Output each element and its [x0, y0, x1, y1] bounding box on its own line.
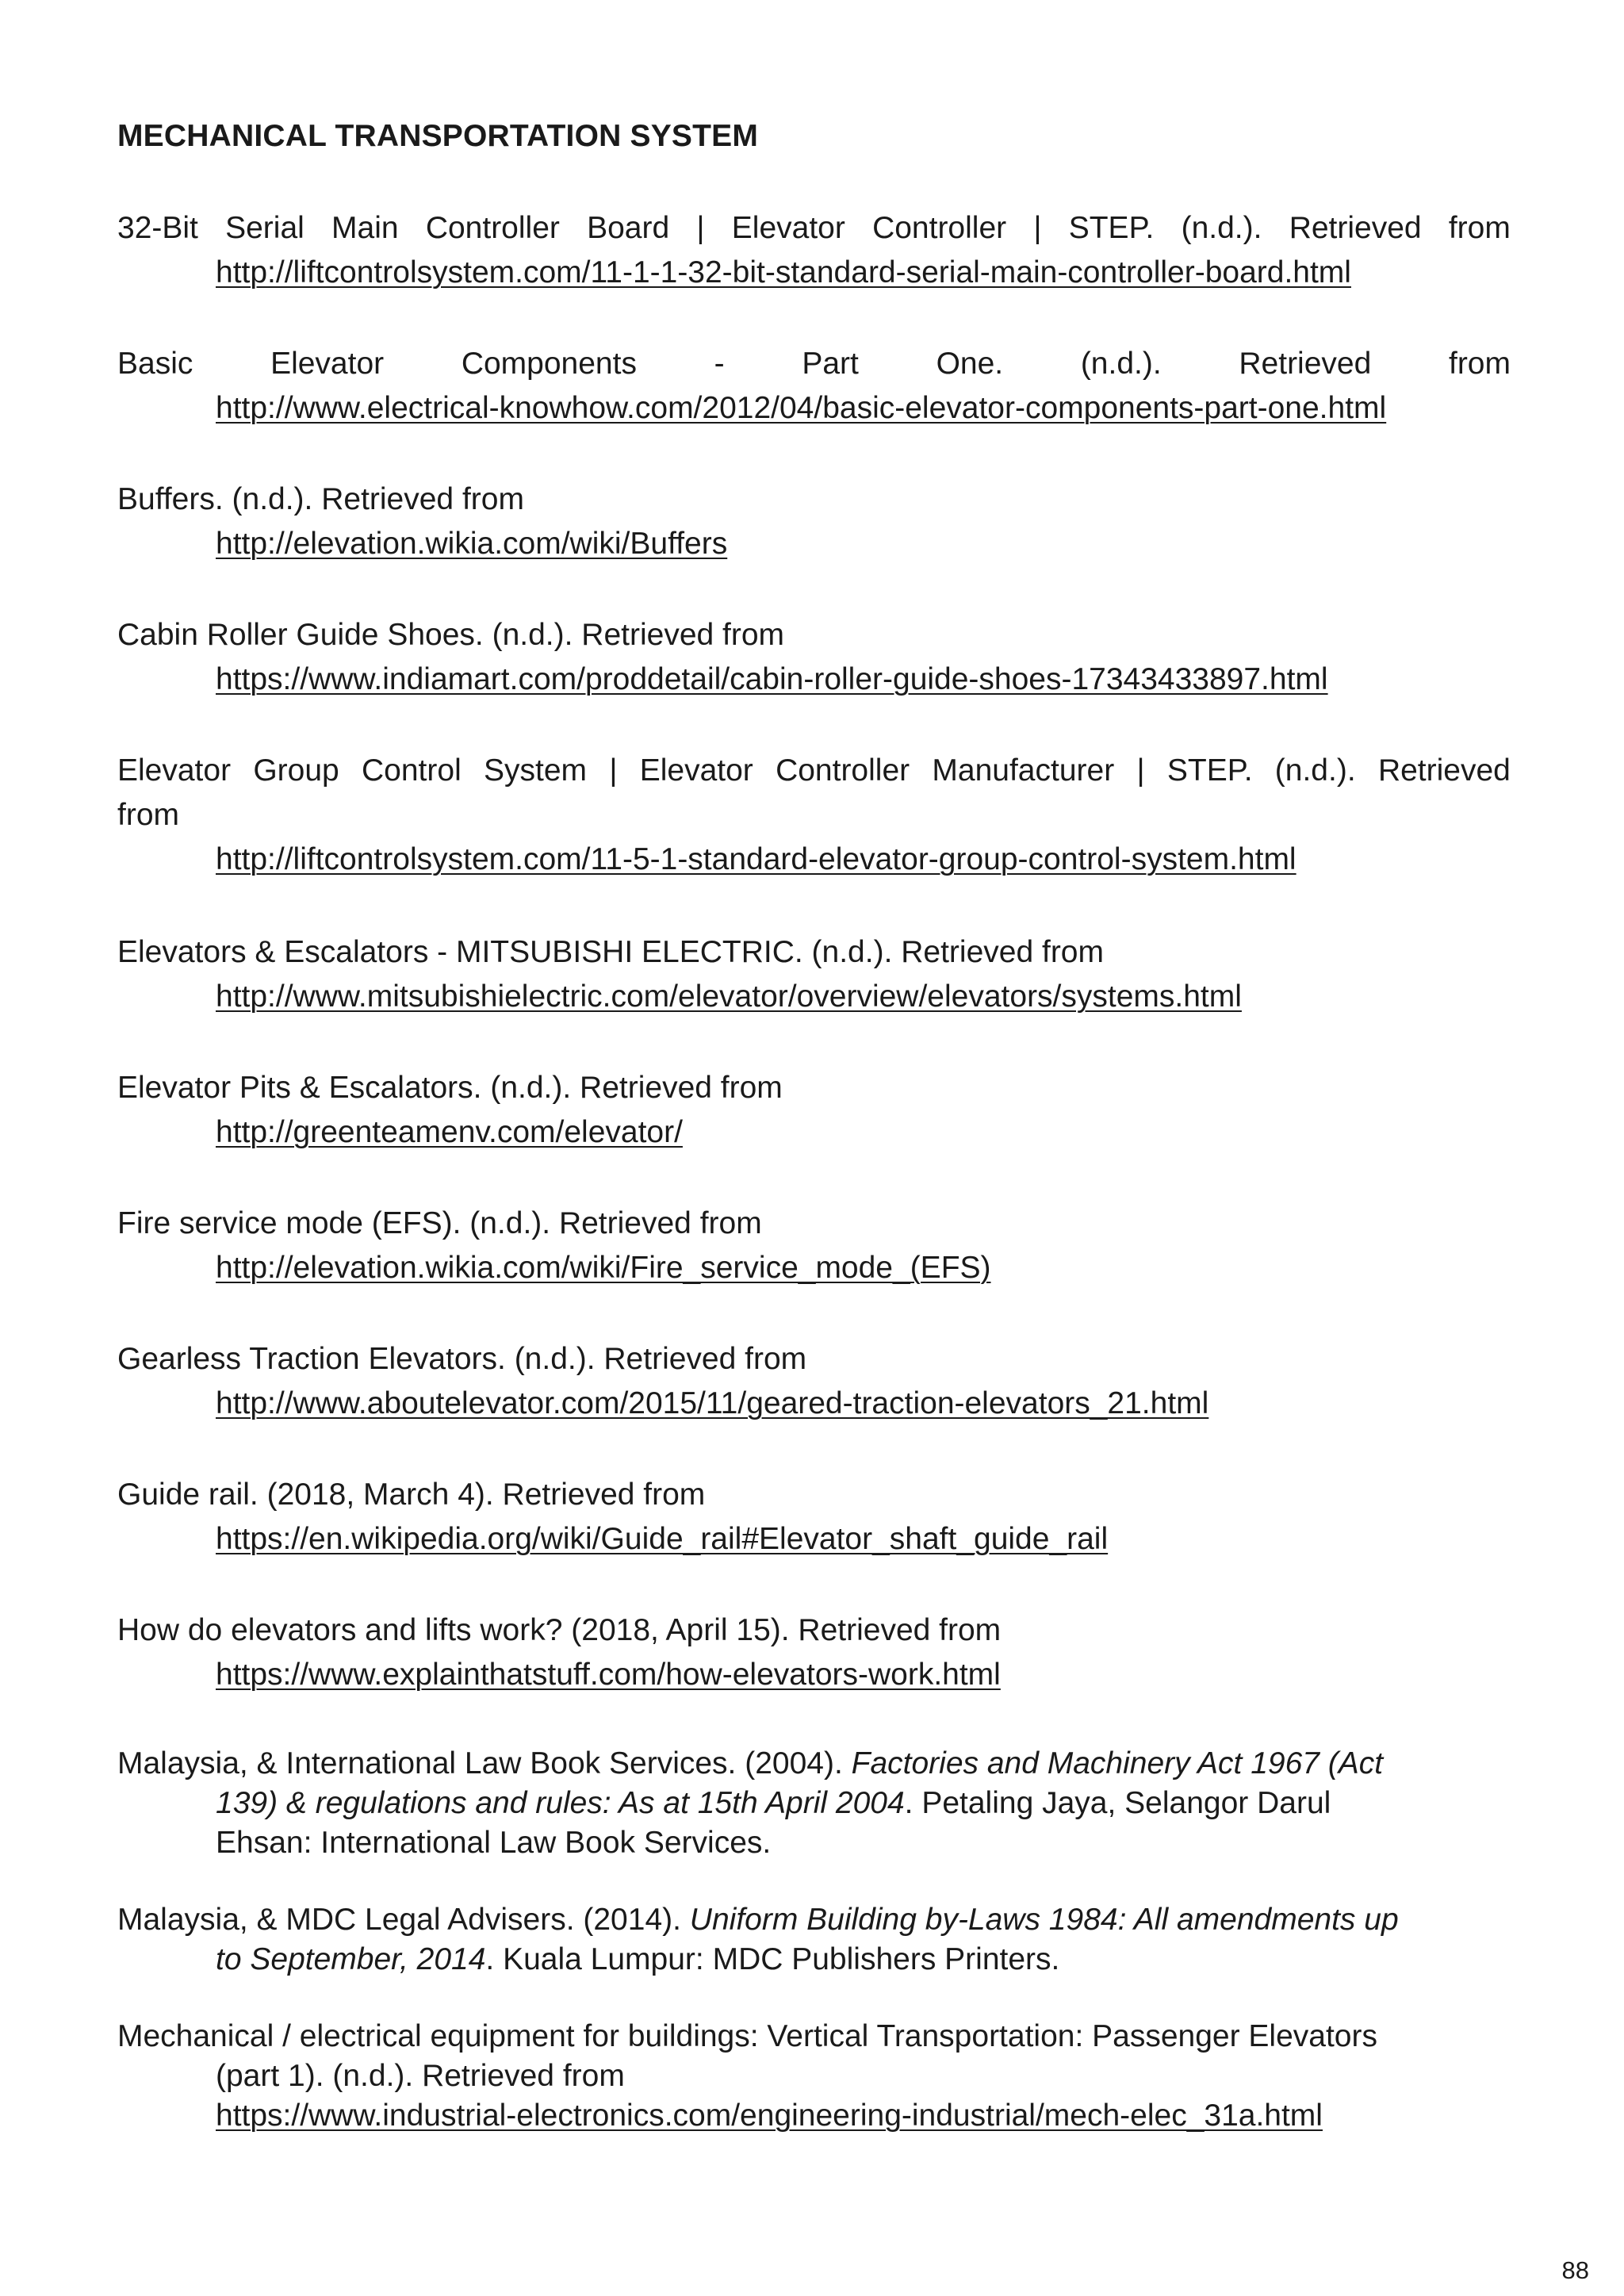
reference-text: Buffers. (n.d.). Retrieved from — [117, 482, 524, 516]
reference-link[interactable]: https://en.wikipedia.org/wiki/Guide_rail#Elevator_shaft_guide_rail — [216, 1522, 1109, 1556]
reference-text-justified: Elevator Group Control System | Elevator Controller Manufacturer | STEP. (n.d.). Retrieved — [117, 753, 1511, 788]
reference-text: How do elevators and lifts work? (2018, April 15). Retrieved from — [117, 1613, 1002, 1647]
page-number: 88 — [1561, 2256, 1589, 2284]
reference-link[interactable]: http://greenteamenv.com/elevator/ — [216, 1115, 683, 1149]
reference-text: Gearless Traction Elevators. (n.d.). Retrieved from — [117, 1342, 807, 1376]
book-title: Uniform Building by-Laws 1984: All amendments up — [689, 1903, 1399, 1937]
reference-link[interactable]: http://www.mitsubishielectric.com/elevator/overview/elevators/systems.html — [216, 979, 1242, 1014]
reference-link[interactable]: http://liftcontrolsystem.com/11-5-1-standard-elevator-group-control-system.html — [216, 842, 1297, 876]
reference-text-justified: 32-Bit Serial Main Controller Board | Elevator Controller | STEP. (n.d.). Retrieved from — [117, 211, 1511, 245]
reference-entry — [117, 2017, 1511, 2136]
reference-entry — [117, 1608, 1511, 1697]
reference-link[interactable]: http://www.electrical-knowhow.com/2012/04/basic-elevator-components-part-one.html — [216, 391, 1387, 425]
reference-link[interactable]: http://elevation.wikia.com/wiki/Buffers — [216, 527, 728, 561]
reference-text: 139) & regulations and rules: As at 15th April 2004. Petaling Jaya, Selangor Darul — [216, 1786, 1331, 1820]
reference-link[interactable]: https://www.explainthatstuff.com/how-elevators-work.html — [216, 1658, 1001, 1692]
reference-entry — [117, 1900, 1511, 1980]
reference-text: (part 1). (n.d.). Retrieved from — [216, 2059, 625, 2093]
reference-entry — [117, 342, 1511, 431]
reference-link[interactable]: https://www.indiamart.com/proddetail/cabin-roller-guide-shoes-17343433897.html — [216, 662, 1328, 696]
reference-entry — [117, 1337, 1511, 1426]
reference-entry — [117, 206, 1511, 295]
reference-entry — [117, 613, 1511, 702]
reference-text: Elevators & Escalators - MITSUBISHI ELECTRIC. (n.d.). Retrieved from — [117, 935, 1104, 969]
reference-link[interactable]: http://liftcontrolsystem.com/11-1-1-32-bit-standard-serial-main-controller-board.html — [216, 255, 1351, 289]
reference-entry — [117, 1066, 1511, 1155]
reference-entry — [117, 1202, 1511, 1290]
reference-text: Mechanical / electrical equipment for buildings: Vertical Transportation: Passenger Elevators — [117, 2019, 1377, 2053]
reference-entry — [117, 477, 1511, 566]
reference-text: from — [117, 798, 179, 832]
reference-text: Fire service mode (EFS). (n.d.). Retrieved from — [117, 1206, 762, 1240]
reference-text-justified: Basic Elevator Components - Part One. (n.d.). Retrieved from — [117, 347, 1511, 381]
reference-entry — [117, 930, 1511, 1019]
reference-link[interactable]: http://elevation.wikia.com/wiki/Fire_service_mode_(EFS) — [216, 1251, 991, 1285]
reference-text: Cabin Roller Guide Shoes. (n.d.). Retrieved from — [117, 618, 785, 652]
book-title: 139) & regulations and rules: As at 15th April 2004 — [216, 1786, 905, 1820]
reference-link[interactable]: https://www.industrial-electronics.com/engineering-industrial/mech-elec_31a.html — [216, 2099, 1323, 2133]
book-title: to September, 2014 — [216, 1942, 486, 1976]
book-title: Factories and Machinery Act 1967 (Act — [851, 1746, 1384, 1780]
reference-text: Malaysia, & International Law Book Services. (2004). Factories and Machinery Act 1967 (Act — [117, 1746, 1384, 1780]
reference-entry — [117, 749, 1511, 882]
reference-text: to September, 2014. Kuala Lumpur: MDC Publishers Printers. — [216, 1942, 1060, 1976]
section-title: MECHANICAL TRANSPORTATION SYSTEM — [117, 119, 759, 153]
reference-text: Guide rail. (2018, March 4). Retrieved from — [117, 1478, 706, 1512]
reference-text: Elevator Pits & Escalators. (n.d.). Retrieved from — [117, 1071, 783, 1105]
reference-text: Ehsan: International Law Book Services. — [216, 1826, 772, 1860]
reference-entry — [117, 1744, 1511, 1863]
reference-link[interactable]: http://www.aboutelevator.com/2015/11/geared-traction-elevators_21.html — [216, 1386, 1209, 1420]
reference-entry — [117, 1473, 1511, 1562]
reference-text: Malaysia, & MDC Legal Advisers. (2014). Uniform Building by-Laws 1984: All amendments up — [117, 1903, 1399, 1937]
